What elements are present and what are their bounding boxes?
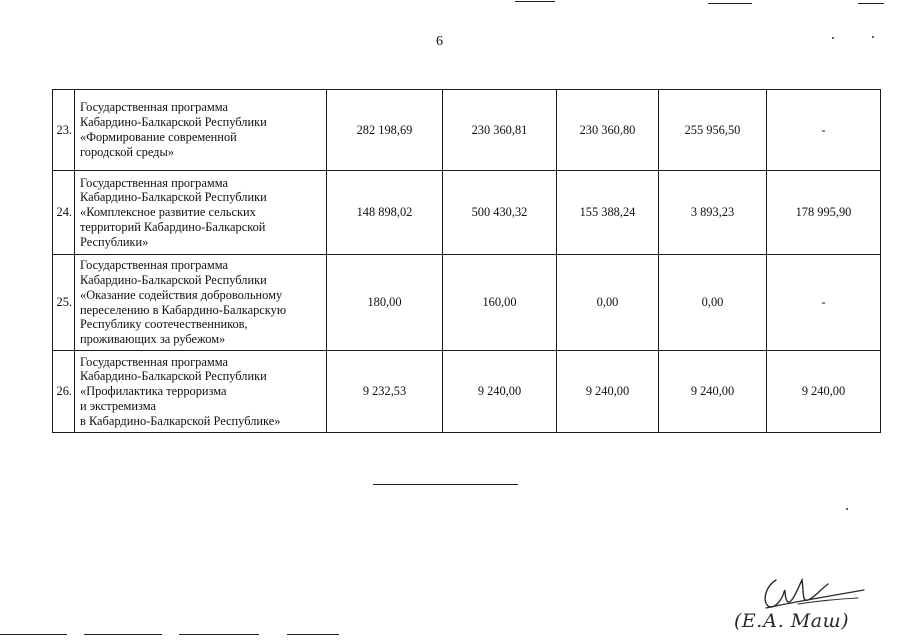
top-edge-mark xyxy=(708,3,752,4)
program-name-line: Государственная программа xyxy=(80,175,228,190)
program-name-line: Республики» xyxy=(80,234,149,249)
scan-speck xyxy=(846,508,848,510)
program-name xyxy=(75,90,327,171)
value-cell: 9 240,00 xyxy=(659,351,767,433)
program-name-line: Кабардино-Балкарской Республики xyxy=(80,369,267,384)
program-name xyxy=(75,351,327,433)
program-name-line: проживающих за рубежом» xyxy=(80,332,226,347)
value-cell: 230 360,80 xyxy=(557,90,659,171)
program-name-line: территорий Кабардино-Балкарской xyxy=(80,219,266,234)
top-edge-mark xyxy=(858,3,884,4)
value-cell: 0,00 xyxy=(659,255,767,351)
program-name xyxy=(75,171,327,255)
value-cell: 180,00 xyxy=(327,255,443,351)
program-name-line: «Оказание содействия добровольному xyxy=(80,287,283,302)
bottom-edge-mark xyxy=(287,634,339,635)
program-name-line: «Формирование современной xyxy=(80,130,237,144)
value-cell: 9 232,53 xyxy=(327,351,443,433)
row-number: 23. xyxy=(53,90,75,171)
value-cell: 178 995,90 xyxy=(767,171,881,255)
program-name xyxy=(75,255,327,351)
program-name-line: переселению в Кабардино-Балкарскую xyxy=(80,302,287,317)
table-row xyxy=(53,351,881,433)
bottom-edge-mark xyxy=(179,634,259,635)
value-cell: 0,00 xyxy=(557,255,659,351)
program-name-line: Государственная программа xyxy=(80,258,228,273)
value-cell: 255 956,50 xyxy=(659,90,767,171)
value-cell: - xyxy=(767,255,881,351)
program-name-line: Кабардино-Балкарской Республики xyxy=(80,272,267,287)
scan-speck xyxy=(832,37,834,39)
table-row xyxy=(53,90,881,171)
budget-table xyxy=(52,89,881,433)
program-name-line: и экстремизма xyxy=(80,398,156,413)
value-cell: 282 198,69 xyxy=(327,90,443,171)
program-name-line: Республику соотечественников, xyxy=(80,317,248,332)
top-edge-mark xyxy=(515,1,555,2)
program-name-line: Кабардино-Балкарской Республики xyxy=(80,115,267,130)
program-name-line: Государственная программа xyxy=(80,100,228,115)
row-number: 26. xyxy=(53,351,75,433)
end-of-document-rule xyxy=(373,484,518,485)
program-name-line: «Комплексное развитие сельских xyxy=(80,205,256,220)
row-number: 25. xyxy=(53,255,75,351)
table-row xyxy=(53,171,881,255)
value-cell: 148 898,02 xyxy=(327,171,443,255)
row-number: 24. xyxy=(53,171,75,255)
value-cell: 230 360,81 xyxy=(443,90,557,171)
value-cell: 155 388,24 xyxy=(557,171,659,255)
value-cell: 160,00 xyxy=(443,255,557,351)
program-name-line: городской среды» xyxy=(80,144,174,159)
value-cell: 500 430,32 xyxy=(443,171,557,255)
program-name-line: Кабардино-Балкарской Республики xyxy=(80,190,267,205)
value-cell: 9 240,00 xyxy=(443,351,557,433)
value-cell: - xyxy=(767,90,881,171)
scan-speck xyxy=(872,36,874,38)
signature-name: (Е.А. Маш) xyxy=(734,610,849,632)
signature-scribble xyxy=(758,570,868,612)
bottom-edge-mark xyxy=(84,634,162,635)
table-row xyxy=(53,255,881,351)
bottom-edge-mark xyxy=(0,634,67,635)
value-cell: 3 893,23 xyxy=(659,171,767,255)
value-cell: 9 240,00 xyxy=(557,351,659,433)
program-name-line: Государственная программа xyxy=(80,354,228,369)
page-number: 6 xyxy=(436,34,443,49)
program-name-line: в Кабардино-Балкарской Республике» xyxy=(80,413,281,428)
program-name-line: «Профилактика терроризма xyxy=(80,384,227,399)
value-cell: 9 240,00 xyxy=(767,351,881,433)
